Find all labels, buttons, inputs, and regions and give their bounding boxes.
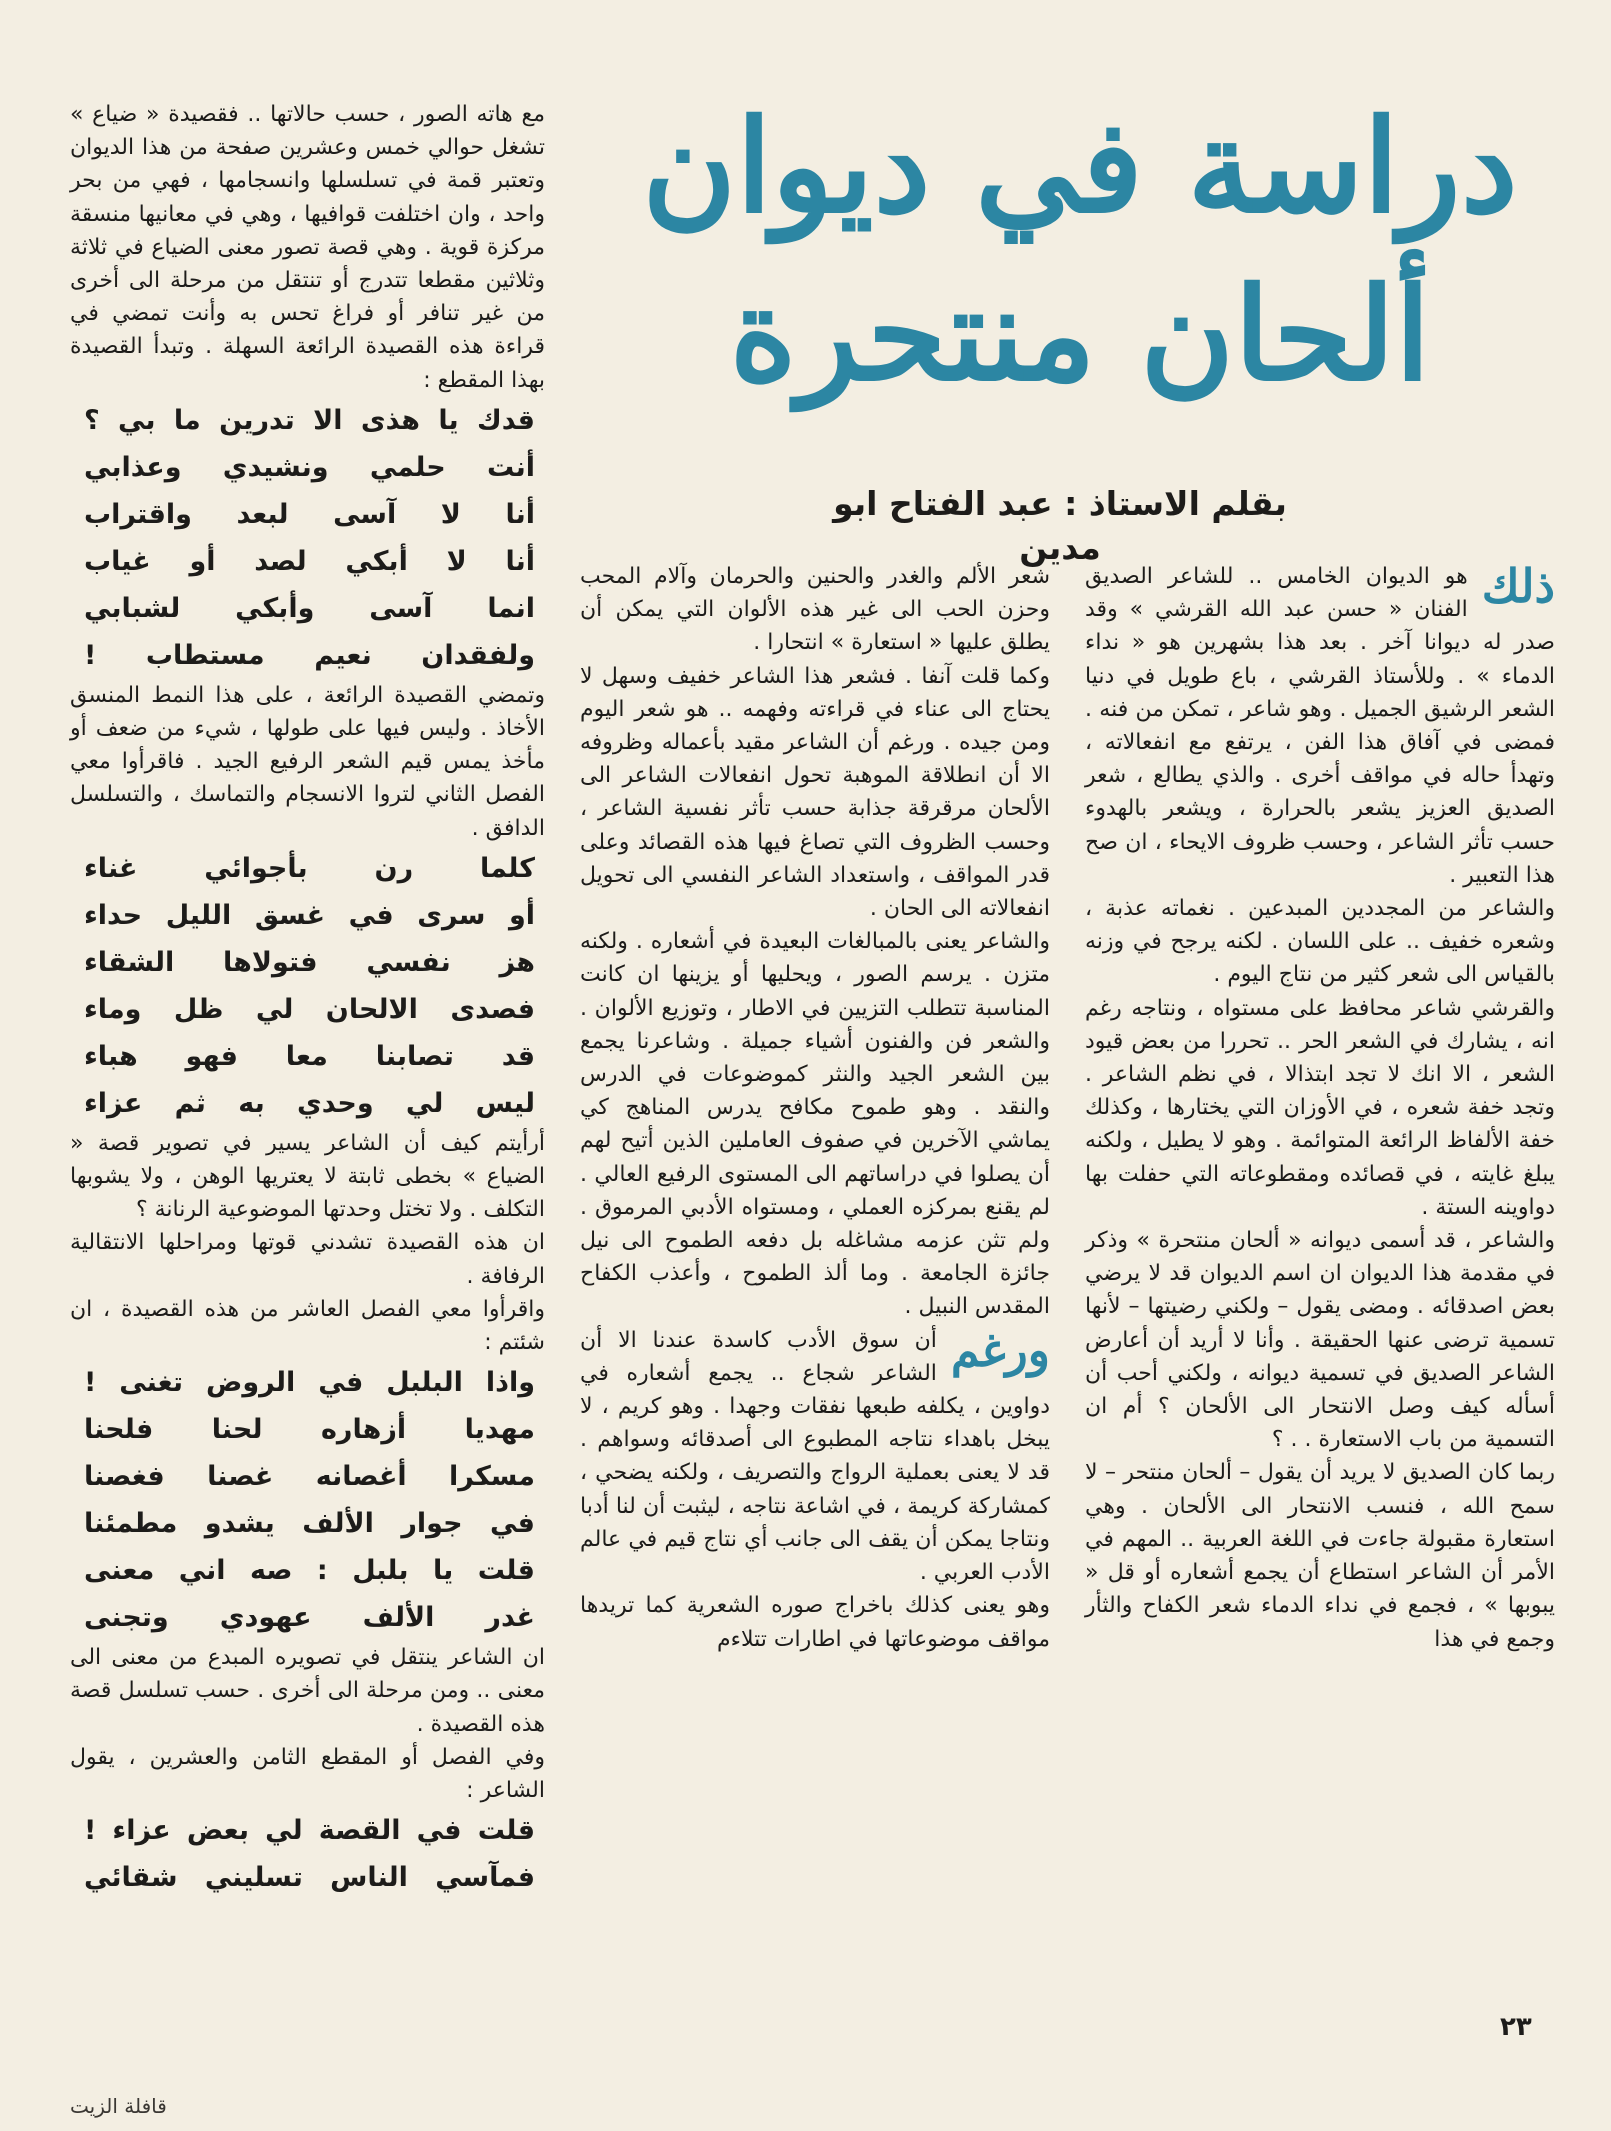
author-byline: بقلم الاستاذ : عبد الفتاح ابو مدين <box>833 484 1287 567</box>
verse-line: في جوار الألف يشدو مطمئنا <box>84 1508 535 1540</box>
verse-line: هز نفسي فتولاها الشقاء <box>84 946 535 978</box>
column-left <box>70 98 545 1901</box>
drop-cap: ذلك <box>1481 559 1555 613</box>
poem-stanza <box>70 1359 545 1641</box>
paragraph: والشاعر من المجددين المبدعين . نغماته عذبة ، وشعره خفيف .. على اللسان . لكنه يرجح في وزنه بالقياس الى شعر كثير من نتاج اليوم . <box>1085 896 1555 988</box>
verse-line: أنا لا أبكي لصد أو غياب <box>84 545 535 577</box>
verse-line: فمآسي الناس تسليني شقائي <box>84 1862 535 1894</box>
paragraph: شعر الألم والغدر والحنين والحرمان وآلام المحب وحزن الحب الى غير هذه الألوان التي يمكن أن يطلق عليها « استعارة » انتحارا . <box>580 564 1050 656</box>
poem-stanza <box>70 1807 545 1901</box>
verse-line: كلما رن بأجوائي غناء <box>84 852 535 884</box>
paragraph: والشاعر ، قد أسمى ديوانه « ألحان منتحرة » وذكر في مقدمة هذا الديوان ان اسم الديوان قد لا يرضي بعض اصدقائه . ومضى يقول – ولكني رضيتها – لأنها تسمية ترضى عنها الحقيقة . وأنا لا أريد أن أعارض الشاعر الصديق في تسمية ديوانه ، ولكني أحب أن أسأله كيف وصل الانتحار الى الألحان ؟ أم ان التسمية من باب الاستعارة . . ؟ <box>1085 1228 1555 1453</box>
paragraph: وهو يعنى كذلك باخراج صوره الشعرية كما تريدها مواقف موضوعاتها في اطارات تتلاءم <box>580 1593 1050 1652</box>
verse-line: أو سرى في غسق الليل حداء <box>84 899 535 931</box>
paragraph: ان الشاعر ينتقل في تصويره المبدع من معنى الى معنى .. ومن مرحلة الى أخرى . حسب تسلسل قصة هذه القصيدة . <box>70 1645 545 1737</box>
paragraph: ورغم أن سوق الأدب كاسدة عندنا الا أن الشاعر شجاع .. يجمع أشعاره في دواوين ، يكلفه طبعها نفقات وجهدا . وهو كريم ، لا يبخل باهداء نتاجه المطبوع الى أصدقائه وسواهم . قد لا يعنى بعملية الرواج والتصريف ، ولكنه يضحي ، كمشاركة كريمة ، في اشاعة نتاجه ، ليثبت أن لنا أدبا ونتاجا يمكن أن يقف الى جانب أي نتاج قيم في عالم الأدب العربي . <box>580 1324 1050 1590</box>
verse-line: مهديا أزهاره لحنا فلحنا <box>84 1414 535 1446</box>
verse-line: قد تصابنا معا فهو هباء <box>84 1040 535 1072</box>
paragraph: ذلك هو الديوان الخامس .. للشاعر الصديق الفنان « حسن عبد الله القرشي » وقد صدر له ديوانا آخر . بعد هذا بشهرين هو « نداء الدماء » . وللأستاذ القرشي ، باع طويل في دنيا الشعر الرشيق الجميل . وهو شاعر ، تمكن من فنه . فمضى في آفاق هذا الفن ، يرتفع مع انفعالاته ، وتهدأ حاله في مواقف أخرى . والذي يطالع ، شعر الصديق العزيز يشعر بالحرارة ، ويشعر بالهدوء حسب تأثر الشاعر ، وحسب ظروف الايحاء ، ان صح هذا التعبير . <box>1085 560 1555 892</box>
paragraph: وتمضي القصيدة الرائعة ، على هذا النمط المنسق الأخاذ . وليس فيها على طولها ، شيء من ضعف أو مأخذ يمس قيم الشعر الرفيع الجيد . فاقرأوا معي الفصل الثاني لتروا الانسجام والتماسك ، والتسلسل الدافق . <box>70 682 545 841</box>
article-title <box>575 85 1585 445</box>
verse-line: مسكرا أغصانه غصنا فغصنا <box>84 1461 535 1493</box>
column-right <box>1085 560 1555 1656</box>
verse-line: قلت في القصة لي بعض عزاء ! <box>84 1815 535 1847</box>
paragraph: مع هاته الصور ، حسب حالاتها .. فقصيدة « ضياع » تشغل حوالي خمس وعشرين صفحة من هذا الديوان وتعتبر قمة في تسلسلها وانسجامها ، فهي من بحر واحد ، وان اختلفت قوافيها ، وهي في معانيها منسقة مركزة قوية . وهي قصة تصور معنى الضياع في ثلاثة وثلاثين مقطعا تتدرج أو تنتقل من مرحلة الى أخرى من غير تنافر أو فراغ تحس به وأنت تمضي في قراءة هذه القصيدة الرائعة السهلة . وتبدأ القصيدة بهذا المقطع : <box>70 102 545 393</box>
title-line-2: ألحان منتحرة <box>729 260 1431 410</box>
paragraph: والشاعر يعنى بالمبالغات البعيدة في أشعاره . ولكنه متزن . يرسم الصور ، ويحليها أو يزينها ان كانت المناسبة تتطلب التزيين في الاطار ، وتوزيع الألوان . والشعر فن والفنون أشياء جميلة . وشاعرنا يجمع بين الشعر الجيد والنثر كموضوعات في الدرس والنقد . وهو طموح مكافح يدرس المناهج كي يماشي الآخرين في صفوف العاملين الذين أتيح لهم أن يصلوا في دراساتهم الى المستوى الرفيع العالي . لم يقنع بمركزه العملي ، ومستواه الأدبي المرموق . ولم تثن عزمه مشاغله بل دفعه الطموح الى نيل جائزة الجامعة . وما ألذ الطموح ، وأعذب الكفاح المقدس النبيل . <box>580 929 1050 1320</box>
paragraph: ربما كان الصديق لا يريد أن يقول – ألحان منتحر – لا سمح الله ، فنسب الانتحار الى الألحان . وهي استعارة مقبولة جاءت في اللغة العربية .. المهم في الأمر أن الشاعر استطاع أن يجمع أشعاره أو قل « يبوبها » ، فجمع في نداء الدماء شعر الكفاح والثأر وجمع في هذا <box>1085 1460 1555 1652</box>
verse-line: ولفقدان نعيم مستطاب ! <box>84 639 535 671</box>
drop-cap: ورغم <box>950 1322 1050 1377</box>
magazine-name: قافلة الزيت <box>70 2094 167 2118</box>
verse-line: فصدى الالحان لي ظل وماء <box>84 993 535 1025</box>
verse-line: واذا البلبل في الروض تغنى ! <box>84 1367 535 1399</box>
paragraph: وكما قلت آنفا . فشعر هذا الشاعر خفيف وسهل لا يحتاج الى عناء في قراءته وفهمه .. هو شعر اليوم ومن جيده . ورغم أن الشاعر مقيد بأعماله وظروفه الا أن انطلاقة الموهبة تحول انفعالات الشاعر الى الألحان مرقرقة جذابة حسب تأثر نفسية الشاعر ، وحسب الظروف التي تصاغ فيها هذه القصائد وعلى قدر المواقف ، واستعداد الشاعر النفسي الى تحويل انفعالاته الى الحان . <box>580 663 1050 922</box>
paragraph: ان هذه القصيدة تشدني قوتها ومراحلها الانتقالية الرفافة . <box>70 1230 545 1289</box>
verse-line: انما آسى وأبكي لشبابي <box>84 592 535 624</box>
page-number: ٢٣ <box>1500 2012 1532 2042</box>
verse-line: قلت يا بلبل : صه اني معنى <box>84 1555 535 1587</box>
paragraph: واقرأوا معي الفصل العاشر من هذه القصيدة ، ان شئتم : <box>70 1296 545 1356</box>
verse-line: ليس لي وحدي به ثم عزاء <box>84 1087 535 1119</box>
verse-line: أنت حلمي ونشيدي وعذابي <box>84 451 535 483</box>
verse-line: غدر الألف عهودي وتجنى <box>84 1602 535 1634</box>
title-line-1: دراسة في ديوان <box>642 92 1518 242</box>
poem-stanza <box>70 397 545 679</box>
paragraph: والقرشي شاعر محافظ على مستواه ، ونتاجه رغم انه ، يشارك في الشعر الحر .. تحررا من بعض قيود الشعر ، الا انك لا تجد ابتذالا ، في نظم الشاعر . وتجد خفة شعره ، في الأوزان التي يختارها ، وكذلك خفة الألفاظ الرائعة المتوائمة . وهو لا يطيل ، ولكنه يبلغ غايته ، في قصائده ومقطوعاته التي حفلت بها دواوينه الستة . <box>1085 995 1555 1220</box>
paragraph: أرأيتم كيف أن الشاعر يسير في تصوير قصة « الضياع » بخطى ثابتة لا يعتريها الوهن ، ولا يشوبها التكلف . ولا تختل وحدتها الموضوعية الرنانة ؟ <box>70 1130 545 1223</box>
paragraph: وفي الفصل أو المقطع الثامن والعشرين ، يقول الشاعر : <box>70 1744 545 1804</box>
verse-line: قدك يا هذى الا تدرين ما بي ؟ <box>84 404 535 436</box>
column-middle <box>580 560 1050 1656</box>
poem-stanza <box>70 845 545 1127</box>
verse-line: أنا لا آسى لبعد واقتراب <box>84 498 535 530</box>
